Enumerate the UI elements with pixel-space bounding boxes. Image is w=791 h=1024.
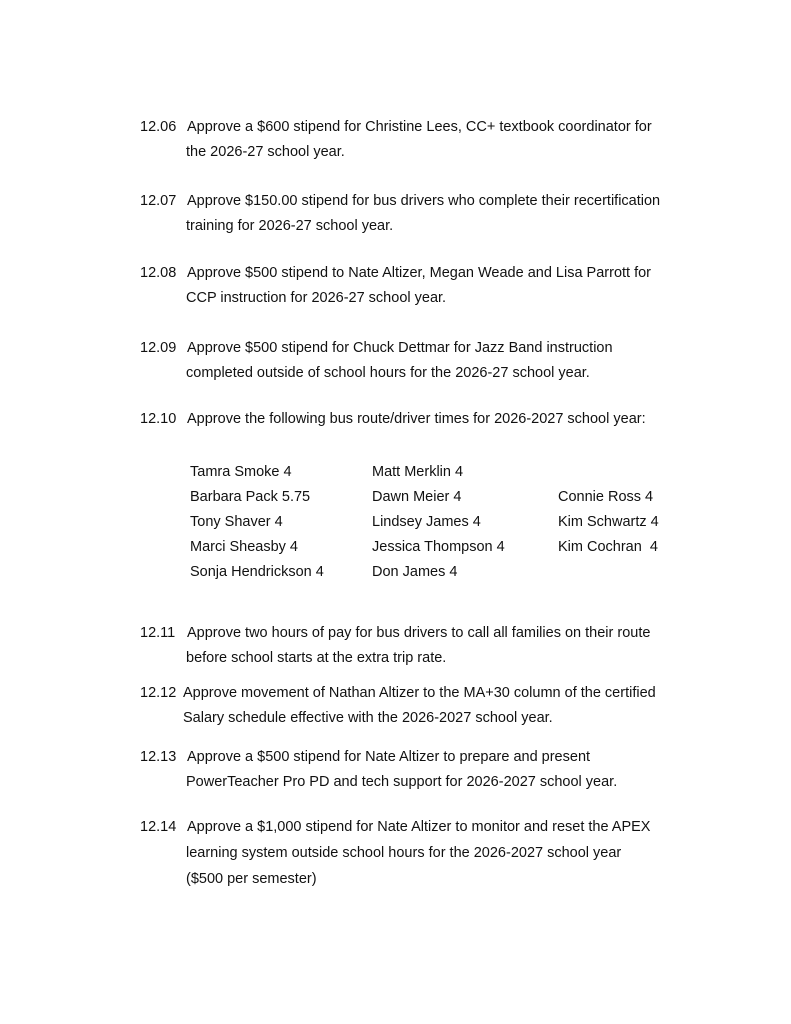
item-text: Approve $500 stipend for Chuck Dettmar for Jazz Band instruction bbox=[187, 340, 613, 356]
driver-entry: Lindsey James 4 bbox=[372, 514, 481, 530]
item-text-continuation: ($500 per semester) bbox=[186, 871, 317, 887]
agenda-item-12-06 bbox=[140, 115, 652, 165]
item-text-continuation: completed outside of school hours for the 2026-27 school year. bbox=[186, 365, 590, 381]
agenda-item-12-10 bbox=[140, 407, 646, 432]
driver-entry: Connie Ross 4 bbox=[558, 489, 654, 505]
agenda-item-12-08 bbox=[140, 261, 651, 311]
item-text-continuation: Salary schedule effective with the 2026-2027 school year. bbox=[183, 710, 553, 726]
item-text: Approve $500 stipend to Nate Altizer, Megan Weade and Lisa Parrott for bbox=[187, 265, 652, 281]
item-number: 12.06 bbox=[140, 119, 177, 135]
item-text: Approve two hours of pay for bus drivers to call all families on their route bbox=[187, 625, 651, 641]
driver-entry: Marci Sheasby 4 bbox=[190, 539, 298, 555]
driver-entry: Jessica Thompson 4 bbox=[372, 539, 505, 555]
driver-entry: Tamra Smoke 4 bbox=[190, 464, 292, 480]
item-text-continuation: before school starts at the extra trip rate. bbox=[186, 650, 447, 666]
driver-entry: Dawn Meier 4 bbox=[372, 489, 462, 505]
item-text-continuation: CCP instruction for 2026-27 school year. bbox=[186, 290, 447, 306]
driver-entry: Kim Cochran 4 bbox=[558, 539, 658, 555]
driver-entry: Kim Schwartz 4 bbox=[558, 514, 659, 530]
agenda-item-12-14 bbox=[140, 814, 650, 892]
item-number: 12.14 bbox=[140, 819, 177, 835]
driver-entry: Tony Shaver 4 bbox=[190, 514, 283, 530]
item-text: Approve a $1,000 stipend for Nate Altizer to monitor and reset the APEX bbox=[187, 819, 651, 835]
agenda-item-12-07 bbox=[140, 189, 660, 239]
item-number: 12.09 bbox=[140, 340, 177, 356]
agenda-item-12-09 bbox=[140, 336, 613, 386]
item-number: 12.10 bbox=[140, 411, 177, 427]
item-text-continuation: the 2026-27 school year. bbox=[186, 144, 345, 160]
agenda-item-12-12 bbox=[140, 681, 656, 731]
agenda-item-12-13 bbox=[140, 745, 617, 795]
item-text: Approve the following bus route/driver times for 2026-2027 school year: bbox=[187, 411, 646, 427]
item-text: Approve a $600 stipend for Christine Lees, CC+ textbook coordinator for bbox=[187, 119, 652, 135]
driver-entry: Barbara Pack 5.75 bbox=[190, 489, 311, 505]
item-number: 12.12 bbox=[140, 685, 177, 701]
item-text: Approve a $500 stipend for Nate Altizer to prepare and present bbox=[187, 749, 591, 765]
item-number: 12.11 bbox=[140, 625, 176, 641]
item-number: 12.07 bbox=[140, 193, 177, 209]
item-text-continuation: learning system outside school hours for the 2026-2027 school year bbox=[186, 845, 622, 861]
item-text-continuation: PowerTeacher Pro PD and tech support for 2026-2027 school year. bbox=[186, 774, 618, 790]
agenda-item-12-11 bbox=[140, 621, 650, 671]
item-number: 12.13 bbox=[140, 749, 177, 765]
driver-entry: Don James 4 bbox=[372, 564, 458, 580]
driver-entry: Matt Merklin 4 bbox=[372, 464, 464, 480]
item-text: Approve movement of Nathan Altizer to the MA+30 column of the certified bbox=[183, 685, 656, 701]
driver-entry: Sonja Hendrickson 4 bbox=[190, 564, 324, 580]
item-number: 12.08 bbox=[140, 265, 177, 281]
item-text-continuation: training for 2026-27 school year. bbox=[186, 218, 394, 234]
item-text: Approve $150.00 stipend for bus drivers who complete their recertification bbox=[187, 193, 661, 209]
